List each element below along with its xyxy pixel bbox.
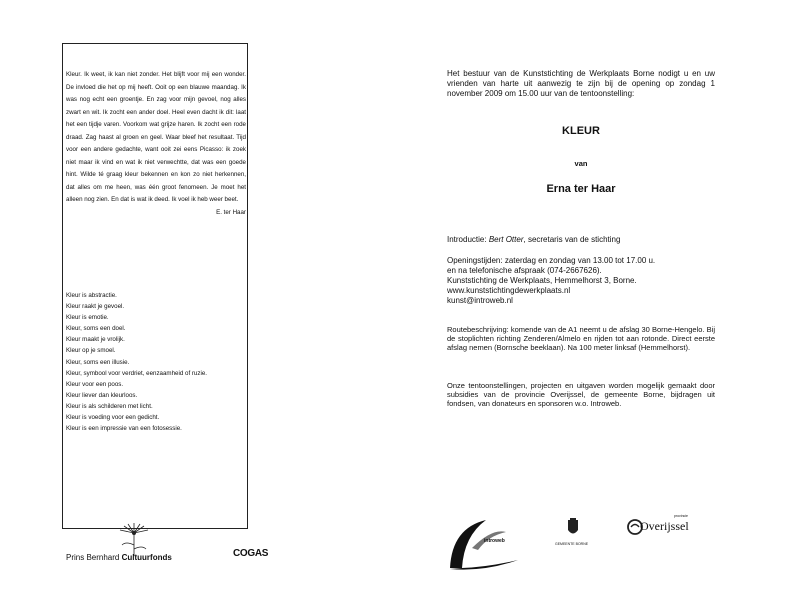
website-link: www.kunststichtingdewerkplaats.nl: [447, 286, 571, 295]
poem-body: Kleur. Ik weet, ik kan niet zonder. Het blijft voor mij een wonder. De invloed die het op mij heeft. Ooit op een blauwe maandag. Ik was nog echt een groentje. En zag voor mijn gevoel, nog alles zwart en wit. Ik zocht een ander doel. Heel even dacht ik dit: laat het een tijdje varen. Voorkom wat grijze haren. Ik zocht een rode draad. Zag haast al groen en geel. Waar bleef het resultaat. Tijd voor een andere gedachte, want ooit zei eens Picasso: ik zoek niet maar ik vind en wat ik niet verwechtte, dat was een goede hint. Wilde té graag kleur bekennen en kon zo niet herkennen, dat alles om me heen, was één groot fenomeen. Je moet het alleen nog zien. En dat is wat ik deed. Ik voel ik heb weer beet.: [66, 71, 246, 203]
prins-bernhard-text: Prins Bernhard: [66, 553, 120, 562]
introweb-logo: [448, 516, 523, 571]
hours-line: en na telefonische afspraak (074-2667626).: [447, 266, 602, 275]
poem-frame: [62, 43, 248, 529]
introweb-text: introweb: [484, 538, 505, 544]
van-label: van: [574, 159, 588, 168]
introductie-label: Introductie:: [447, 235, 489, 244]
sponsors-text: Onze tentoonstellingen, projecten en uitgaven worden mogelijk gemaakt door subsidies van de provincie Overijssel, de gemeente Borne, bijdragen uit fondsen, van donateurs en sponsoren w.o. Introweb.: [447, 381, 715, 409]
list-item: Kleur liever dan kleurloos.: [66, 391, 138, 399]
flower-icon: [114, 523, 154, 557]
list-item: Kleur op je smoel.: [66, 347, 116, 355]
overijssel-text: Overijssel: [640, 519, 689, 533]
list-item: Kleur, symbool voor verdriet, eenzaamheid of ruzie.: [66, 369, 208, 377]
artist-name: Erna ter Haar: [546, 183, 616, 195]
exhibition-title: KLEUR: [562, 125, 600, 137]
cogas-text: COGAS: [233, 548, 269, 559]
list-item: Kleur is abstractie.: [66, 292, 117, 299]
list-item: Kleur is als schilderen met licht.: [66, 402, 153, 410]
prins-bernhard-logo: [66, 523, 206, 573]
list-item: Kleur is een impressie van een fotosessie.: [66, 425, 182, 433]
cogas-logo: [233, 543, 268, 561]
introductie-rest: , secretaris van de stichting: [523, 235, 621, 244]
list-item: Kleur, soms een illusie.: [66, 358, 130, 366]
list-item: Kleur voor een poos.: [66, 380, 124, 388]
cultuurfonds-text: Cultuurfonds: [121, 553, 172, 562]
list-item: Kleur raakt je gevoel.: [66, 303, 125, 311]
overijssel-logo: [626, 514, 706, 544]
gemeente-borne-text: GEMEENTE BORNE: [555, 542, 589, 546]
list-item: Kleur maakt je vrolijk.: [66, 336, 125, 344]
hours-line: Openingstijden: zaterdag en zondag van 13.00 tot 17.00 u.: [447, 256, 656, 265]
list-item: Kleur, soms een doel.: [66, 325, 126, 333]
gemeente-borne-logo: [555, 518, 605, 558]
invitation-intro: Het bestuur van de Kunststichting de Werkplaats Borne nodigt u en uw vrienden van harte uit aanwezig te zijn bij de opening op zondag 1 november 2009 om 15.00 uur van de tentoonstelling:: [447, 69, 715, 98]
kleur-list: [66, 290, 246, 434]
list-item: Kleur is emotie.: [66, 314, 109, 322]
provincie-text: provincie: [674, 514, 689, 518]
list-item: Kleur is voeding voor een gedicht.: [66, 414, 160, 422]
poem-signature: E. ter Haar: [216, 208, 246, 216]
poem-text: [66, 69, 246, 219]
opening-hours: [447, 256, 715, 306]
crest-icon: [566, 518, 580, 538]
introductie: [447, 235, 715, 245]
email-link: kunst@introweb.nl: [447, 296, 513, 305]
route-description: Routebeschrijving: komende van de A1 neemt u de afslag 30 Borne-Hengelo. Bij de stoplichten richting Zenderen/Almelo en rijden tot aan rotonde. Direct eerste afslag nemen (Bornsche beeklaan). Na 100 meter linksaf (Hemmelhorst).: [447, 325, 715, 353]
introductie-name: Bert Otter: [488, 235, 524, 244]
hours-line: Kunststichting de Werkplaats, Hemmelhorst 3, Borne.: [447, 276, 637, 285]
